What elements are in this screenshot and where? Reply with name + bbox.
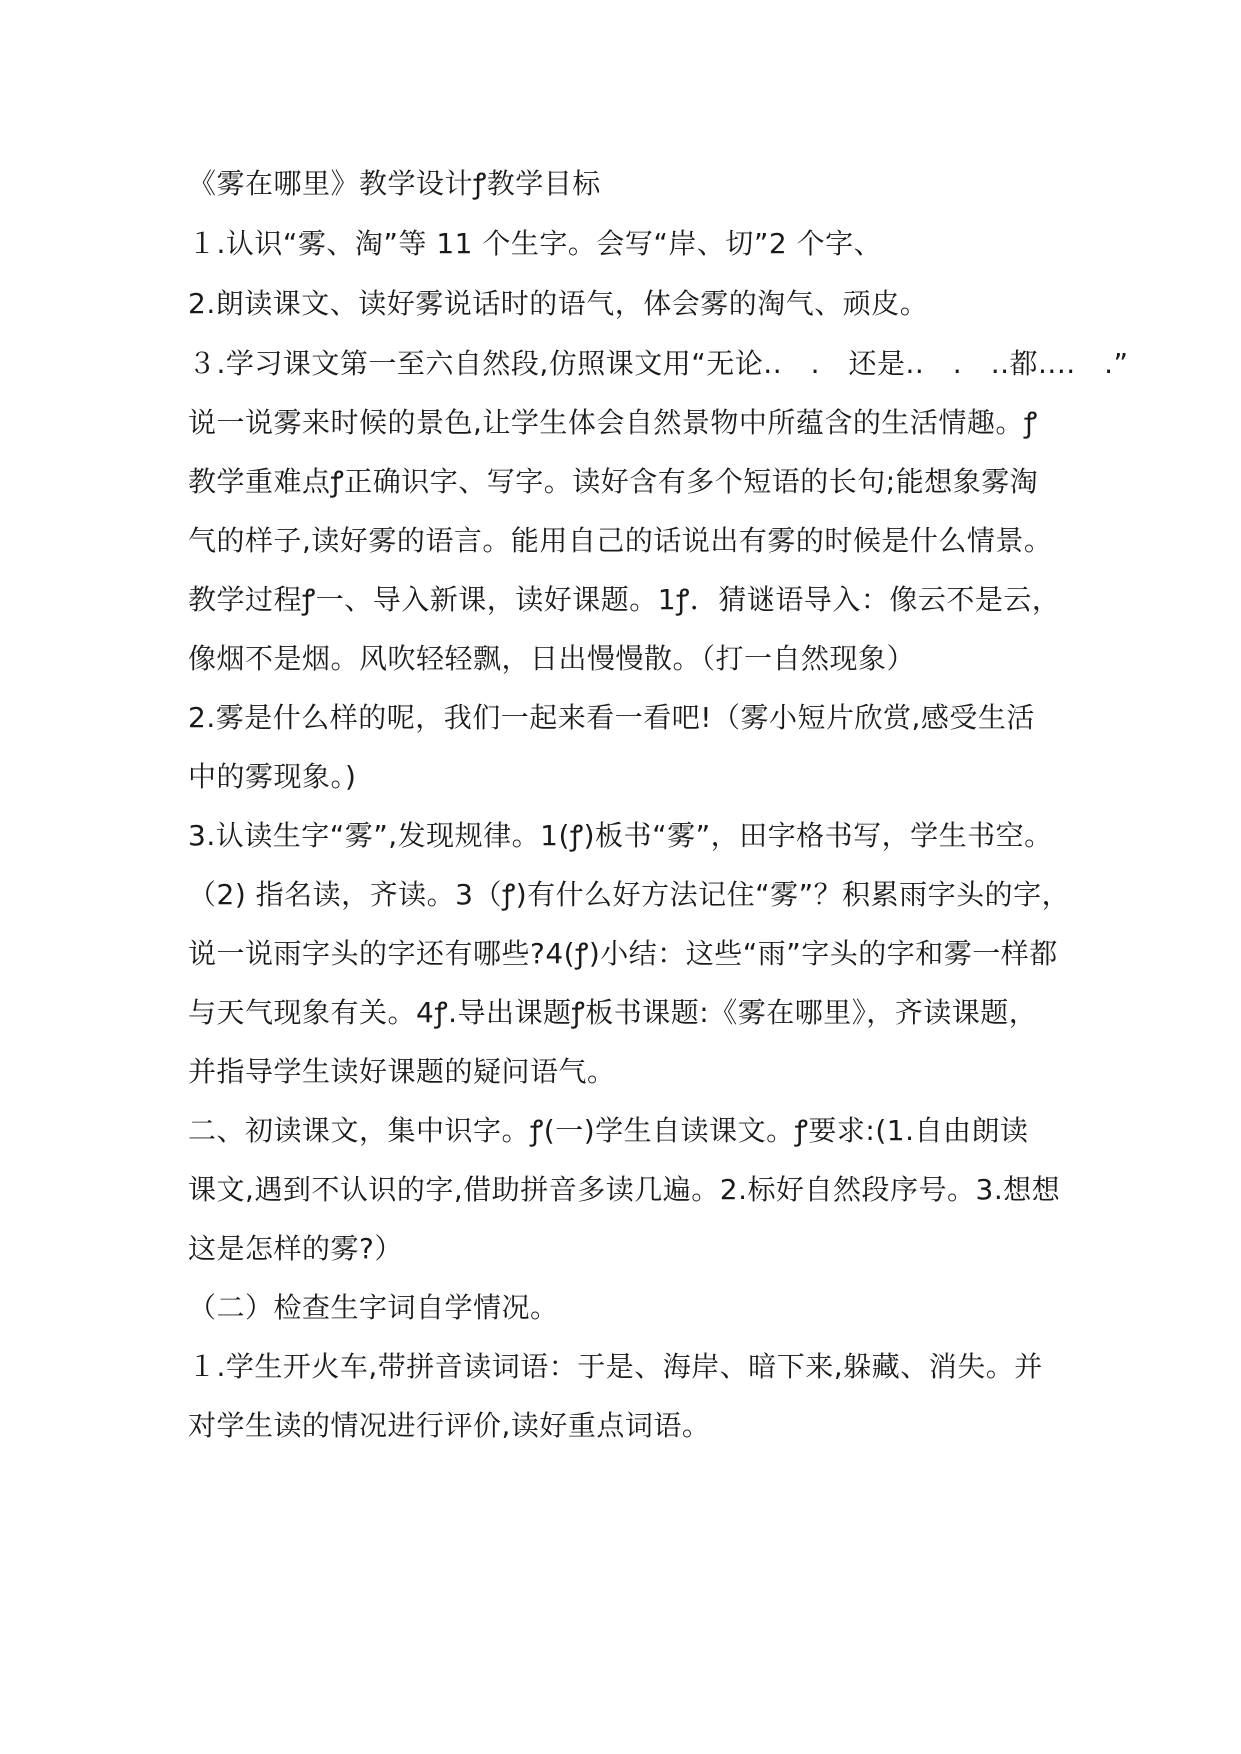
text-line: １.认识“雾、淘”等 11 个生字。会写“岸、切”2 个字、 (188, 227, 883, 260)
text-line: （二）检查生字词自学情况。 (188, 1291, 559, 1324)
text-line: 这是怎样的雾?） (188, 1232, 403, 1265)
text-line: １.学生开火车,带拼音读词语：于是、海岸、暗下来,躲藏、消失。并 (188, 1350, 1043, 1383)
text-line: 说一说雾来时候的景色,让学生体会自然景物中所蕴含的生活情趣。ꝭ (188, 406, 1038, 439)
text-line: 2.雾是什么样的呢，我们一起来看一看吧!（雾小短片欣赏,感受生活 (188, 701, 1035, 734)
text-line: 说一说雨字头的字还有哪些?4(ꝭ)小结：这些“雨”字头的字和雾一样都 (188, 937, 1058, 970)
text-line: 与天气现象有关。4ꝭ.导出课题ꝭ板书课题:《雾在哪里》，齐读课题， (188, 996, 1038, 1029)
text-line: （2) 指名读，齐读。3（ꝭ)有什么好方法记住“雾”？积累雨字头的字， (188, 878, 1071, 911)
text-line: 气的样子,读好雾的语言。能用自己的话说出有雾的时候是什么情景。 (188, 524, 1053, 557)
text-line: 3.认读生字“雾”,发现规律。1(ꝭ)板书“雾”，田字格书写，学生书空。 (188, 819, 1053, 852)
text-line: ３.学习课文第一至六自然段,仿照课文用“无论.. . 还是.. . ..都.... .” (188, 347, 1129, 380)
text-line: 像烟不是烟。风吹轻轻飘，日出慢慢散。（打一自然现象） (188, 642, 916, 675)
text-line: 对学生读的情况进行评价,读好重点词语。 (188, 1409, 711, 1442)
title-line: 《雾在哪里》教学设计ꝭ教学目标 (188, 167, 601, 200)
text-line: 中的雾现象。) (188, 760, 357, 793)
text-line: 2.朗读课文、读好雾说话时的语气，体会雾的淘气、顽皮。 (188, 287, 929, 320)
text-line: 并指导学生读好课题的疑问语气。 (188, 1055, 616, 1088)
text-line: 教学过程ꝭ一、导入新课，读好课题。1ꝭ．猜谜语导入：像云不是云， (188, 583, 1061, 616)
text-line: 课文,遇到不认识的字,借助拼音多读几遍。2.标好自然段序号。3.想想 (188, 1173, 1061, 1206)
text-line: 教学重难点ꝭ正确识字、写字。读好含有多个短语的长句;能想象雾淘 (188, 465, 1039, 498)
text-line: 二、初读课文，集中识字。ꝭ(一)学生自读课文。ꝭ要求:(1.自由朗读 (188, 1114, 1029, 1147)
